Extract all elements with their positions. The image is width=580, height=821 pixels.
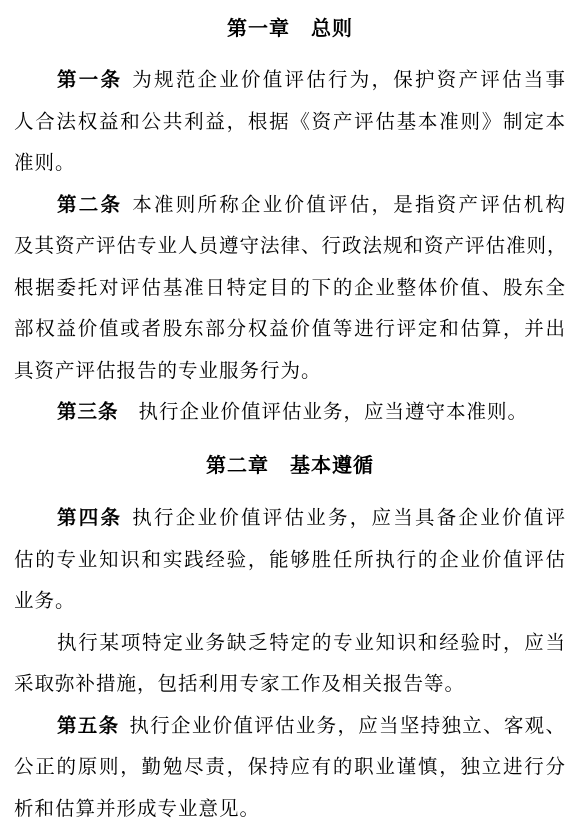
document-body <box>14 0 566 821</box>
article-1 <box>14 59 566 184</box>
article-line <box>14 184 566 226</box>
article-line: 部权益价值或者股东部分权益价值等进行评定和估算，并出 <box>14 317 566 340</box>
article-line: 根据委托对评估基准日特定目的下的企业整体价值、股东全 <box>14 275 566 299</box>
article-3 <box>14 391 566 433</box>
article-label: 第五条 <box>57 713 120 737</box>
article-line: 析和估算并形成专业意见。 <box>14 796 261 820</box>
article-text: 执行企业价值评估业务，应当具备企业价值评 <box>132 506 566 530</box>
chapter-title: 第二章 基本遵循 <box>206 453 374 477</box>
article-label: 第一条 <box>57 68 123 91</box>
article-text: 执行企业价值评估业务，应当遵守本准则。 <box>138 400 529 423</box>
article-5 <box>14 705 566 821</box>
article-line: 及其资产评估专业人员遵守法律、行政法规和资产评估准则， <box>14 234 568 257</box>
article-line <box>14 705 566 747</box>
article-line: 准则。 <box>14 151 76 174</box>
article-label: 第二条 <box>57 192 123 216</box>
article-label: 第三条 <box>57 400 119 423</box>
article-4-paragraph-2 <box>14 622 566 705</box>
article-label: 第四条 <box>57 506 123 530</box>
article-line: 执行某项特定业务缺乏特定的专业知识和经验时，应当 <box>57 630 566 654</box>
article-line <box>14 59 566 101</box>
article-text: 为规范企业价值评估行为，保护资产评估当事 <box>132 68 566 91</box>
article-4 <box>14 497 566 622</box>
article-line: 公正的原则，勤勉尽责，保持应有的职业谨慎，独立进行分 <box>14 755 566 779</box>
chapter-title: 第一章 总则 <box>227 16 353 40</box>
article-line: 人合法权益和公共利益，根据《资产评估基本准则》制定本 <box>14 109 566 133</box>
article-line: 业务。 <box>14 589 76 613</box>
article-line: 具资产评估报告的专业服务行为。 <box>14 358 322 382</box>
article-line: 采取弥补措施，包括利用专家工作及相关报告等。 <box>14 672 466 696</box>
article-2 <box>14 184 566 392</box>
article-line: 估的专业知识和实践经验，能够胜任所执行的企业价值评估 <box>14 547 566 571</box>
article-text: 本准则所称企业价值评估，是指资产评估机构 <box>132 192 566 216</box>
article-line <box>14 497 566 539</box>
article-text: 执行企业价值评估业务，应当坚持独立、客观、 <box>129 713 566 737</box>
article-line <box>14 391 566 433</box>
